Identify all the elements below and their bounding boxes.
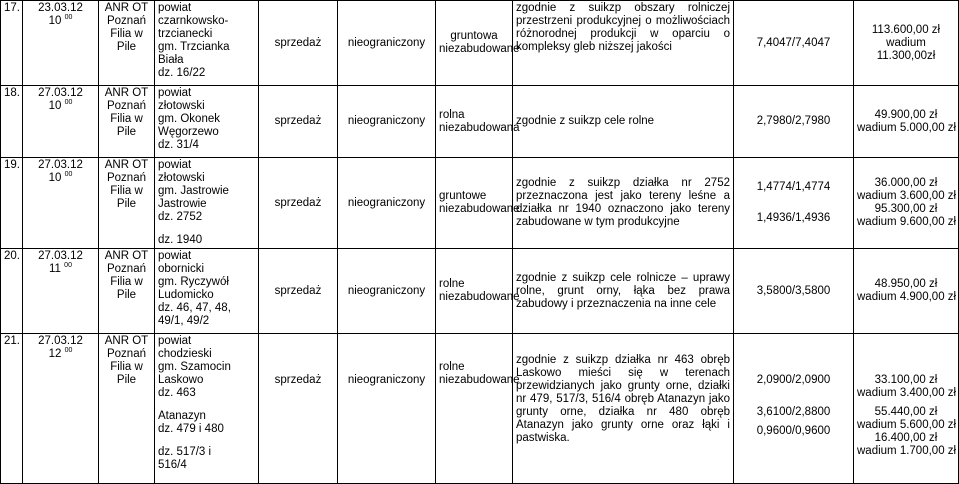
- sale-form: sprzedaż: [259, 334, 338, 484]
- area: 7,4047/7,4047: [734, 1, 854, 86]
- zoning-purpose: zgodnie z suikzp cele rolnicze – uprawy rolne, grunt orny, łąka bez prawa zabudowy i przeznaczenia na inne cele: [513, 249, 734, 334]
- price: 36.000,00 zł wadium 3.600,00 zł 95.300,00 zł wadium 9.600,00 zł: [854, 158, 959, 249]
- tender-limit: nieograniczony: [338, 334, 436, 484]
- table-row: [1, 86, 959, 158]
- row-number: 19.: [1, 158, 23, 249]
- tender-limit: nieograniczony: [338, 86, 436, 158]
- property-type: gruntowa niezabudowane: [436, 1, 513, 86]
- date-time: 27.03.12 11 $^{00}$: [23, 249, 99, 334]
- area: 2,0900/2,0900 3,6100/2,8800 0,9600/0,9600: [734, 334, 854, 484]
- sale-form: sprzedaż: [259, 86, 338, 158]
- property-type: rolna niezabudowana: [436, 86, 513, 158]
- tender-limit: nieograniczony: [338, 1, 436, 86]
- price: 33.100,00 zł wadium 3.400,00 zł 55.440,00 zł wadium 5.600,00 zł 16.400,00 zł wadium 1.700,00 zł: [854, 334, 959, 484]
- price: 113.600,00 zł wadium 11.300,00zł: [854, 1, 959, 86]
- office: ANR OT Poznań Filia w Pile: [99, 86, 155, 158]
- property-type: rolne niezabudowane: [436, 334, 513, 484]
- area: 2,7980/2,7980: [734, 86, 854, 158]
- area: 3,5800/3,5800: [734, 249, 854, 334]
- date-time: 23.03.12 10 $^{00}$: [23, 1, 99, 86]
- sale-form: sprzedaż: [259, 158, 338, 249]
- price: 49.900,00 zł wadium 5.000,00 zł: [854, 86, 959, 158]
- row-number: 17.: [1, 1, 23, 86]
- table-row: [1, 1, 959, 86]
- location: powiat obornicki gm. Ryczywół Ludomicko dz. 46, 47, 48, 49/1, 49/2: [155, 249, 259, 334]
- office: ANR OT Poznań Filia w Pile: [99, 1, 155, 86]
- office: ANR OT Poznań Filia w Pile: [99, 158, 155, 249]
- date-time: 27.03.12 10 $^{00}$: [23, 86, 99, 158]
- price: 48.950,00 zł wadium 4.900,00 zł: [854, 249, 959, 334]
- tender-limit: nieograniczony: [338, 158, 436, 249]
- sale-form: sprzedaż: [259, 249, 338, 334]
- location: powiat czarnkowsko- trzcianecki gm. Trzcianka Biała dz. 16/22: [155, 1, 259, 86]
- row-number: 18.: [1, 86, 23, 158]
- table-row: [1, 334, 959, 484]
- office: ANR OT Poznań Filia w Pile: [99, 249, 155, 334]
- table-row: [1, 249, 959, 334]
- office: ANR OT Poznań Filia w Pile: [99, 334, 155, 484]
- location: powiat chodzieski gm. Szamocin Laskowo dz. 463 Atanazyn dz. 479 i 480 dz. 517/3 i 516/4: [155, 334, 259, 484]
- location: powiat złotowski gm. Jastrowie Jastrowie dz. 2752 dz. 1940: [155, 158, 259, 249]
- zoning-purpose: zgodnie z suikzp cele rolne: [513, 86, 734, 158]
- table-row: [1, 158, 959, 249]
- zoning-purpose: zgodnie z suikzp działka nr 463 obręb Laskowo mieści się w terenach przewidzianych jako grunty orne, działki nr 479, 517/3, 516/4 obręb Atanazyn jako grunty orne, działka nr 480 obręb Atanazyn jako grunty orne oraz łąki i pastwiska.: [513, 334, 734, 484]
- area: 1,4774/1,4774 1,4936/1,4936: [734, 158, 854, 249]
- location: powiat złotowski gm. Okonek Węgorzewo dz. 31/4: [155, 86, 259, 158]
- zoning-purpose: zgodnie z suikzp działka nr 2752 przeznaczona jest jako tereny leśne a działka nr 1940 oznaczono jako tereny zabudowane w tym produkcyjne: [513, 158, 734, 249]
- property-type: rolne niezabudowane: [436, 249, 513, 334]
- property-type: gruntowe niezabudowane: [436, 158, 513, 249]
- zoning-purpose: zgodnie z suikzp obszary rolniczej przestrzeni produkcyjnej o możliwościach różnorodnej produkcji w oparciu o kompleksy gleb niższej jakości: [513, 1, 734, 86]
- date-time: 27.03.12 12 $^{00}$: [23, 334, 99, 484]
- tender-limit: nieograniczony: [338, 249, 436, 334]
- date-time: 27.03.12 10 $^{00}$: [23, 158, 99, 249]
- row-number: 20.: [1, 249, 23, 334]
- row-number: 21.: [1, 334, 23, 484]
- sale-form: sprzedaż: [259, 1, 338, 86]
